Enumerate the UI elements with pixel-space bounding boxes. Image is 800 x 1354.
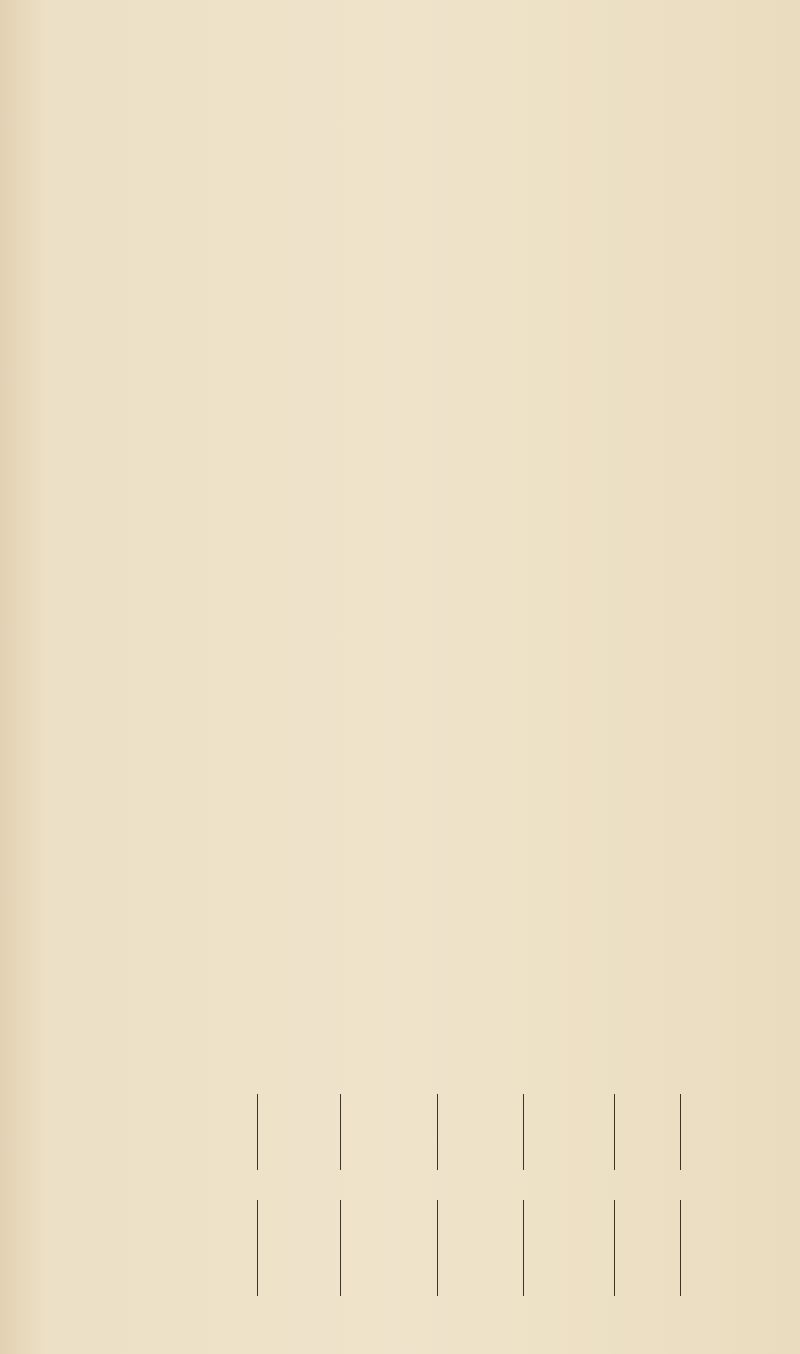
column-rule <box>680 1200 681 1296</box>
column-rule <box>340 1094 341 1170</box>
column-rule <box>523 1094 524 1170</box>
column-rule <box>523 1200 524 1296</box>
column-rule <box>614 1094 615 1170</box>
running-header <box>122 30 742 60</box>
column-rule <box>680 1094 681 1170</box>
right-column <box>456 60 747 73</box>
column-rule <box>257 1094 258 1170</box>
column-rule <box>614 1200 615 1296</box>
left-column <box>138 60 438 73</box>
column-rule <box>340 1200 341 1296</box>
column-rule <box>437 1200 438 1296</box>
column-rule <box>437 1094 438 1170</box>
column-rule <box>257 1200 258 1296</box>
